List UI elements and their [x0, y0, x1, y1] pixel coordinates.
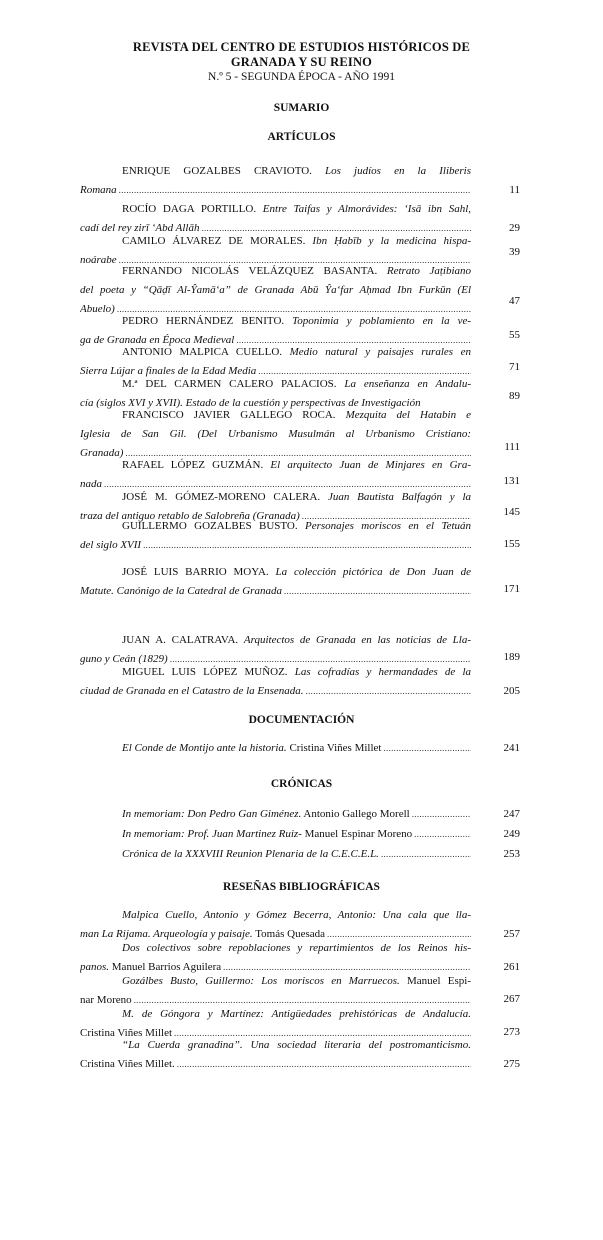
article-title: Las cofradías y hermandades de la [294, 666, 471, 678]
article-title-cont: Matute. Canónigo de la Catedral de Granada [80, 585, 282, 597]
article-author: JOSÉ M. GÓMEZ-MORENO CALERA. [122, 491, 321, 503]
article-entry-4 [80, 262, 471, 319]
resena-author: Tomás Quesada [255, 928, 325, 940]
journal-title-line-2: GRANADA Y SU REINO [230, 55, 373, 69]
article-title: Personajes moriscos en el Tetuán [305, 520, 471, 532]
entry-title: In memoriam: Don Pedro Gan Giménez. [122, 808, 302, 820]
article-title: Arquitectos de Granada en las noticias de Lla- [243, 634, 471, 646]
page-number: 47 [509, 295, 520, 307]
article-author: MIGUEL LUIS LÓPEZ MUÑOZ. [122, 666, 288, 678]
resena-title-cont: man La Rijama. Arqueología y paisaje. [80, 928, 253, 940]
article-title-cont: ga de Granada en Época Medieval [80, 334, 235, 346]
leader-dots [119, 181, 471, 200]
leader-dots [383, 739, 471, 758]
documentacion-heading: DOCUMENTACIÓN [248, 714, 355, 726]
leader-dots [381, 845, 471, 864]
article-title-cont: del siglo XVII [80, 539, 142, 551]
entry-author: Manuel Espinar Moreno [304, 828, 413, 840]
journal-title-line-1: REVISTA DEL CENTRO DE ESTUDIOS HISTÓRICOS DE [132, 40, 471, 54]
page-number: 275 [503, 1058, 520, 1070]
leader-dots [414, 825, 471, 844]
resenas-heading: RESEÑAS BIBLIOGRÁFICAS [223, 881, 380, 893]
page-number: 29 [509, 222, 520, 234]
article-title-cont: Granada) [80, 447, 124, 459]
page-number: 145 [503, 506, 520, 518]
article-title-cont: traza del antiguo retablo de Salobreña (Granada) [80, 510, 300, 522]
cronicas-heading: CRÓNICAS [270, 778, 333, 790]
page-number: 11 [509, 184, 520, 196]
cronica-entry-1 [80, 805, 471, 824]
page-number: 71 [509, 361, 520, 373]
article-author: ROCÍO DAGA PORTILLO. [122, 203, 257, 215]
resena-title: “La Cuerda granadina”. Una sociedad literaria del postromanticismo. [122, 1039, 471, 1051]
resena-author: Cristina Viñes Millet. [80, 1058, 175, 1070]
page-number: 131 [503, 475, 520, 487]
article-author: JOSÉ LUIS BARRIO MOYA. [122, 566, 269, 578]
entry-author: Antonio Gallego Morell [303, 808, 410, 820]
article-title: Los judíos en la Iliberis [325, 165, 471, 177]
leader-dots [177, 1055, 471, 1074]
entry-title: In memoriam: Prof. Juan Martinez Ruiz- [122, 828, 302, 840]
article-title: Medio natural y paisajes rurales en [289, 346, 471, 358]
article-author: ANTONIO MALPICA CUELLO. [122, 346, 283, 358]
article-entry-12 [80, 563, 471, 601]
article-title-cont: del poeta y “Qāḍī Al-Ŷamā‘a” de Granada Abū Ŷa‘far Aḥmad Ibn Furkūn (El [80, 284, 471, 296]
documentacion-entry [80, 739, 471, 758]
page-number: 273 [503, 1026, 520, 1038]
article-entry-8 [80, 406, 471, 463]
page-number: 241 [503, 742, 520, 754]
sumario-heading: SUMARIO [273, 102, 330, 114]
leader-dots [412, 805, 471, 824]
article-entry-11 [80, 517, 471, 555]
article-title: La enseñanza en Andalu- [344, 378, 471, 390]
page-number: 205 [503, 685, 520, 697]
resena-title: M. de Góngora y Martínez: Antigüedades prehistóricas de Andalucía. [122, 1008, 471, 1020]
page-number: 39 [509, 246, 520, 258]
leader-dots [143, 536, 471, 555]
resena-title: Gozálbes Busto, Guillermo: Los moriscos en Marruecos. [122, 975, 400, 987]
resena-author: Manuel Barrios Aguilera [111, 961, 222, 973]
page-number: 55 [509, 329, 520, 341]
article-title-cont: guno y Ceán (1829) [80, 653, 168, 665]
page-number: 267 [503, 993, 520, 1005]
article-title: Mezquita del Hatabin e [345, 409, 471, 421]
article-title: El arquitecto Juan de Minjares en Gra- [270, 459, 471, 471]
resena-author: Cristina Viñes Millet [80, 1027, 173, 1039]
article-title-cont: cadí del rey zirī ‘Abd Allāh [80, 222, 200, 234]
article-author: GUILLERMO GOZALBES BUSTO. [122, 520, 298, 532]
resena-author-cont: nar Moreno [80, 994, 132, 1006]
articulos-heading: ARTÍCULOS [267, 131, 336, 143]
article-title: Retrato Jaṭibiano [386, 265, 471, 277]
article-author: M.ª DEL CARMEN CALERO PALACIOS. [122, 378, 337, 390]
article-entry-14 [80, 663, 471, 701]
article-title-cont: nada [80, 478, 102, 490]
article-title-cont: noárabe [80, 254, 117, 266]
page-number: 189 [503, 651, 520, 663]
article-title: La colección pictórica de Don Juan de [275, 566, 471, 578]
page-number: 155 [503, 538, 520, 550]
article-author: JUAN A. CALATRAVA. [122, 634, 239, 646]
page-number: 111 [504, 441, 520, 453]
article-title-cont: Iglesia de San Gil. (Del Urbanismo Musulmán al Urbanismo Cristiano: [80, 428, 471, 440]
page-number: 253 [503, 848, 520, 860]
article-title: Ibn Ḥabīb y la medicina hispa- [312, 235, 471, 247]
page-number: 249 [503, 828, 520, 840]
article-title-cont: ciudad de Granada en el Catastro de la Ensenada. [80, 685, 304, 697]
entry-title: Crónica de la XXXVIII Reunion Plenaria de la C.E.C.E.L. [122, 848, 379, 860]
page-number: 257 [503, 928, 520, 940]
resena-entry-5 [80, 1036, 471, 1074]
article-title: Entre Taifas y Almorávides: ‘Isā ibn Sahl, [262, 203, 471, 215]
resena-title-cont: panos. [80, 961, 110, 973]
resena-title: Dos colectivos sobre repoblaciones y repartimientos de los Reinos his- [122, 942, 471, 954]
article-title-cont: Abuelo) [80, 303, 115, 315]
article-author: ENRIQUE GOZALBES CRAVIOTO. [122, 165, 312, 177]
article-title: Juan Bautista Balfagón y la [328, 491, 471, 503]
page-number: 261 [503, 961, 520, 973]
page-number: 89 [509, 390, 520, 402]
entry-author: Cristina Viñes Millet [289, 742, 382, 754]
article-author: CAMILO ÁLVAREZ DE MORALES. [122, 235, 306, 247]
page-number: 171 [503, 583, 520, 595]
article-title-cont: cía (siglos XVI y XVII). Estado de la cuestión y perspectivas de Investigación [80, 397, 421, 409]
article-title-cont: Sierra Lújar a finales de la Edad Media [80, 365, 257, 377]
leader-dots [306, 682, 471, 701]
leader-dots [284, 582, 471, 601]
issue-info: N.º 5 - SEGUNDA ÉPOCA - AÑO 1991 [208, 71, 395, 83]
article-title-cont: Romana [80, 184, 117, 196]
page-number: 247 [503, 808, 520, 820]
article-entry-1 [80, 162, 471, 200]
article-author: PEDRO HERNÁNDEZ BENITO. [122, 315, 285, 327]
cronica-entry-3 [80, 845, 471, 864]
resena-author: Manuel Espi- [406, 975, 471, 987]
cronica-entry-2 [80, 825, 471, 844]
entry-title: El Conde de Montijo ante la historia. [122, 742, 287, 754]
article-author: FRANCISCO JAVIER GALLEGO ROCA. [122, 409, 336, 421]
resena-title: Malpica Cuello, Antonio y Gómez Becerra, Antonio: Una cala que lla- [122, 909, 471, 921]
article-author: FERNANDO NICOLÁS VELÁZQUEZ BASANTA. [122, 265, 378, 277]
article-author: RAFAEL LÓPEZ GUZMÁN. [122, 459, 264, 471]
article-title: Toponimia y poblamiento en la ve- [292, 315, 471, 327]
